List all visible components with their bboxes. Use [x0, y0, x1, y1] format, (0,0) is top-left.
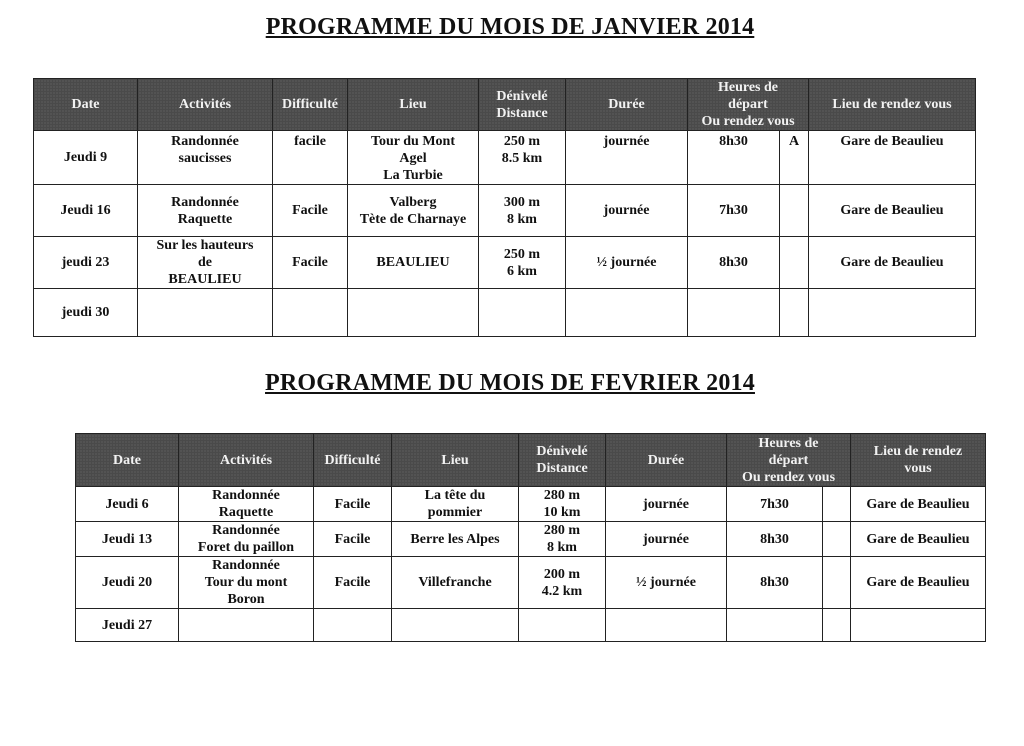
- header-duration: Durée: [606, 434, 727, 487]
- cell-elevation: 250 m 8.5 km: [479, 131, 566, 185]
- cell-difficulty: Facile: [314, 557, 392, 609]
- cell-difficulty: Facile: [314, 487, 392, 522]
- cell-place: [392, 609, 519, 642]
- cell-elevation: [519, 609, 606, 642]
- cell-place: La tête du pommier: [392, 487, 519, 522]
- header-departure-time: Heures de départ Ou rendez vous: [727, 434, 851, 487]
- cell-meeting: Gare de Beaulieu: [851, 522, 986, 557]
- header-place: Lieu: [348, 79, 479, 131]
- table-row: [34, 289, 976, 337]
- cell-flag: [780, 237, 809, 289]
- cell-flag: [823, 522, 851, 557]
- table-row: [76, 609, 986, 642]
- cell-activity: Randonnée saucisses: [138, 131, 273, 185]
- header-elevation-distance: Dénivelé Distance: [479, 79, 566, 131]
- header-activities: Activités: [138, 79, 273, 131]
- cell-meeting: [809, 289, 976, 337]
- cell-elevation: 250 m 6 km: [479, 237, 566, 289]
- cell-flag: [823, 557, 851, 609]
- header-meeting-place: Lieu de rendez vous: [809, 79, 976, 131]
- cell-elevation: [479, 289, 566, 337]
- header-departure-time: Heures de départ Ou rendez vous: [688, 79, 809, 131]
- cell-place: BEAULIEU: [348, 237, 479, 289]
- cell-flag: [823, 487, 851, 522]
- table-row: [34, 237, 976, 289]
- cell-flag: [823, 609, 851, 642]
- cell-duration: journée: [606, 522, 727, 557]
- cell-place: Valberg Tète de Charnaye: [348, 185, 479, 237]
- january-title: PROGRAMME DU MOIS DE JANVIER 2014: [265, 14, 755, 40]
- february-title: PROGRAMME DU MOIS DE FEVRIER 2014: [265, 370, 755, 396]
- cell-flag: [780, 289, 809, 337]
- cell-meeting: [851, 609, 986, 642]
- cell-elevation: 300 m 8 km: [479, 185, 566, 237]
- cell-duration: journée: [566, 131, 688, 185]
- cell-flag: A: [780, 131, 809, 185]
- cell-meeting: Gare de Beaulieu: [809, 185, 976, 237]
- cell-time: [727, 609, 823, 642]
- cell-duration: journée: [606, 487, 727, 522]
- header-difficulty: Difficulté: [314, 434, 392, 487]
- header-date: Date: [34, 79, 138, 131]
- cell-difficulty: [314, 609, 392, 642]
- cell-difficulty: Facile: [314, 522, 392, 557]
- cell-difficulty: Facile: [273, 185, 348, 237]
- header-place: Lieu: [392, 434, 519, 487]
- table-header-row: [34, 79, 976, 131]
- cell-elevation: 280 m 10 km: [519, 487, 606, 522]
- header-meeting-place: Lieu de rendez vous: [851, 434, 986, 487]
- cell-time: 8h30: [727, 557, 823, 609]
- february-schedule-table: [75, 433, 986, 642]
- cell-time: 8h30: [688, 237, 780, 289]
- cell-duration: [606, 609, 727, 642]
- table-row: [76, 522, 986, 557]
- cell-difficulty: facile: [273, 131, 348, 185]
- cell-place: Berre les Alpes: [392, 522, 519, 557]
- cell-activity: Randonnée Raquette: [179, 487, 314, 522]
- cell-activity: Randonnée Foret du paillon: [179, 522, 314, 557]
- cell-flag: [780, 185, 809, 237]
- cell-meeting: Gare de Beaulieu: [851, 557, 986, 609]
- cell-date: Jeudi 9: [34, 131, 138, 185]
- header-elevation-distance: Dénivelé Distance: [519, 434, 606, 487]
- cell-activity: Randonnée Raquette: [138, 185, 273, 237]
- cell-time: 8h30: [688, 131, 780, 185]
- cell-time: 7h30: [727, 487, 823, 522]
- january-schedule-table: [33, 78, 976, 337]
- table-row: [76, 487, 986, 522]
- header-difficulty: Difficulté: [273, 79, 348, 131]
- cell-elevation: 280 m 8 km: [519, 522, 606, 557]
- cell-time: [688, 289, 780, 337]
- table-row: [34, 131, 976, 185]
- cell-elevation: 200 m 4.2 km: [519, 557, 606, 609]
- header-activities: Activités: [179, 434, 314, 487]
- cell-difficulty: [273, 289, 348, 337]
- cell-date: jeudi 23: [34, 237, 138, 289]
- header-duration: Durée: [566, 79, 688, 131]
- table-row: [76, 557, 986, 609]
- cell-date: Jeudi 6: [76, 487, 179, 522]
- cell-place: Tour du Mont Agel La Turbie: [348, 131, 479, 185]
- table-row: [34, 185, 976, 237]
- cell-time: 7h30: [688, 185, 780, 237]
- cell-date: jeudi 30: [34, 289, 138, 337]
- cell-date: Jeudi 13: [76, 522, 179, 557]
- cell-date: Jeudi 27: [76, 609, 179, 642]
- cell-date: Jeudi 20: [76, 557, 179, 609]
- cell-activity: [179, 609, 314, 642]
- cell-difficulty: Facile: [273, 237, 348, 289]
- cell-meeting: Gare de Beaulieu: [809, 237, 976, 289]
- cell-activity: Sur les hauteurs de BEAULIEU: [138, 237, 273, 289]
- cell-duration: ½ journée: [606, 557, 727, 609]
- cell-place: [348, 289, 479, 337]
- cell-date: Jeudi 16: [34, 185, 138, 237]
- cell-duration: [566, 289, 688, 337]
- cell-meeting: Gare de Beaulieu: [809, 131, 976, 185]
- cell-activity: [138, 289, 273, 337]
- cell-duration: ½ journée: [566, 237, 688, 289]
- cell-duration: journée: [566, 185, 688, 237]
- cell-place: Villefranche: [392, 557, 519, 609]
- table-header-row: [76, 434, 986, 487]
- cell-activity: Randonnée Tour du mont Boron: [179, 557, 314, 609]
- cell-time: 8h30: [727, 522, 823, 557]
- header-date: Date: [76, 434, 179, 487]
- cell-meeting: Gare de Beaulieu: [851, 487, 986, 522]
